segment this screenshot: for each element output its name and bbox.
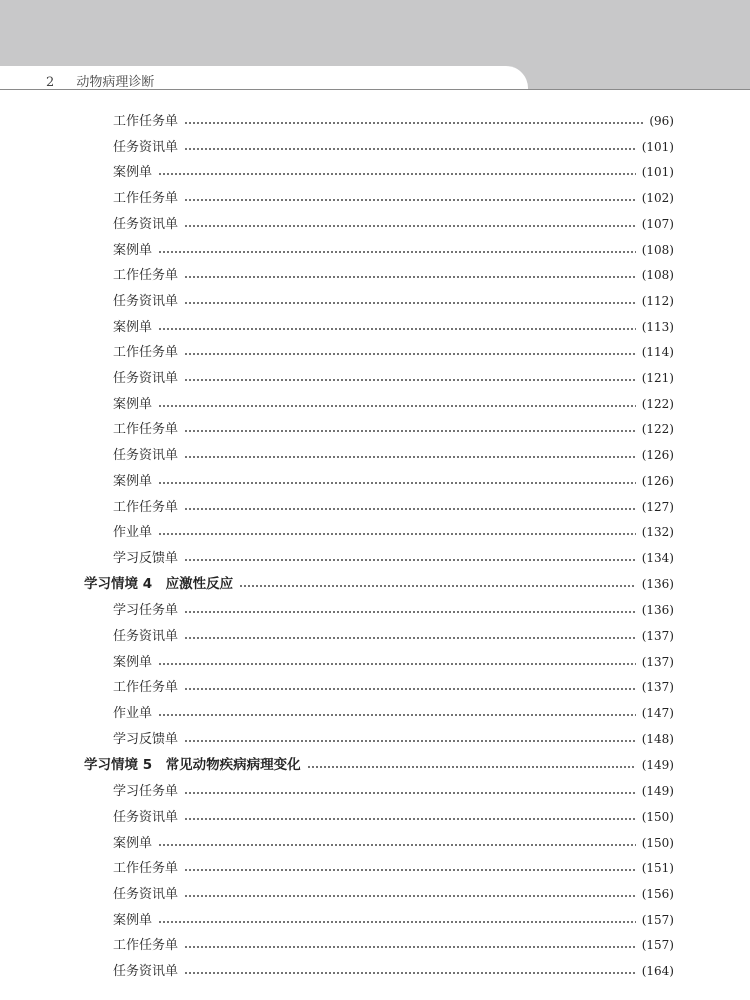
- page-number: 2: [46, 75, 55, 90]
- toc-page-number: (136): [641, 577, 674, 592]
- toc-entry-row[interactable]: [113, 185, 674, 211]
- toc-entry-row[interactable]: [113, 288, 674, 314]
- toc-page-number: (157): [641, 938, 674, 953]
- dot-leader: [158, 482, 636, 484]
- toc-page-number: (126): [641, 448, 674, 463]
- dot-leader: [184, 792, 636, 794]
- toc-entry-row[interactable]: [113, 881, 674, 907]
- toc-entry-row[interactable]: [113, 442, 674, 468]
- toc-entry-row[interactable]: [113, 855, 674, 881]
- dot-leader: [184, 353, 636, 355]
- running-header: [46, 71, 154, 90]
- book-title: 动物病理诊断: [76, 75, 155, 90]
- toc-entry-label: 案例单: [113, 319, 153, 335]
- toc-entry-label: 任务资讯单: [113, 293, 179, 309]
- dot-leader: [158, 328, 636, 330]
- toc-page-number: (134): [641, 550, 674, 565]
- toc-page-number: (96): [649, 114, 674, 128]
- toc-chapter-row[interactable]: [84, 752, 674, 778]
- toc-entry-label: 作业单: [113, 706, 153, 722]
- toc-entry-label: 工作任务单: [113, 422, 179, 438]
- toc-entry-label: 任务资讯单: [113, 216, 179, 232]
- toc-entry-label: 学习反馈单: [113, 550, 179, 566]
- toc-page-number: (107): [641, 216, 674, 231]
- toc-entry-label: 任务资讯单: [113, 448, 179, 464]
- toc-page-number: (137): [641, 680, 674, 695]
- dot-leader: [158, 173, 636, 175]
- toc-entry-label: 工作任务单: [113, 861, 179, 877]
- toc-page-number: (121): [641, 371, 674, 385]
- dot-leader: [184, 430, 636, 432]
- toc-entry-label: 案例单: [113, 165, 153, 181]
- toc-page-number: (150): [641, 835, 674, 850]
- dot-leader: [184, 122, 643, 124]
- toc-entry-label: 工作任务单: [113, 680, 179, 696]
- toc-page-number: (122): [641, 396, 674, 411]
- toc-entry-label: 任务资讯单: [113, 139, 179, 155]
- dot-leader: [184, 740, 636, 742]
- toc-entry-label: 工作任务单: [113, 938, 179, 954]
- toc-page-number: (108): [641, 268, 674, 283]
- toc-page-number: (126): [641, 473, 674, 488]
- toc-page-number: (137): [641, 629, 674, 643]
- dot-leader: [184, 225, 636, 227]
- dot-leader: [184, 559, 636, 561]
- toc-page-number: (122): [641, 422, 674, 437]
- dot-leader: [184, 199, 636, 201]
- toc-entry-row[interactable]: [113, 830, 674, 856]
- toc-page-number: (149): [641, 784, 674, 799]
- dot-leader: [184, 946, 636, 948]
- toc-page-number: (113): [641, 319, 674, 334]
- toc-page-number: (156): [641, 887, 674, 901]
- toc-entry-row[interactable]: [113, 700, 674, 726]
- toc-entry-label: 任务资讯单: [113, 887, 179, 902]
- dot-leader: [184, 688, 636, 690]
- toc-entry-row[interactable]: [113, 545, 674, 571]
- toc-entry-label: 案例单: [113, 242, 153, 258]
- toc-entry-label: 工作任务单: [113, 268, 179, 284]
- toc-entry-row[interactable]: [113, 262, 674, 288]
- toc-entry-row[interactable]: [113, 649, 674, 675]
- toc-entry-label: 学习情境 4 应激性反应: [84, 576, 234, 593]
- toc-entry-label: 工作任务单: [113, 345, 179, 361]
- toc-entry-label: 案例单: [113, 912, 153, 928]
- toc-entry-row[interactable]: [113, 958, 674, 984]
- toc-entry-row[interactable]: [113, 134, 674, 160]
- toc-entry-row[interactable]: [113, 108, 674, 134]
- toc-entry-label: 学习任务单: [113, 603, 179, 619]
- toc-page-number: (148): [641, 731, 674, 746]
- toc-entry-label: 任务资讯单: [113, 809, 179, 825]
- toc-page-number: (101): [641, 139, 674, 154]
- toc-page-number: (164): [641, 964, 674, 979]
- dot-leader: [184, 302, 636, 304]
- dot-leader: [184, 508, 636, 510]
- toc-entry-label: 任务资讯单: [113, 371, 179, 386]
- dot-leader: [184, 379, 636, 381]
- toc-entry-row[interactable]: [113, 623, 674, 649]
- toc-page-number: (127): [641, 499, 674, 514]
- toc-entry-label: 学习反馈单: [113, 731, 179, 747]
- dot-leader: [158, 405, 636, 407]
- dot-leader: [184, 456, 636, 458]
- toc-page-number: (147): [641, 706, 674, 721]
- toc-entry-label: 任务资讯单: [113, 629, 179, 644]
- toc-page-number: (157): [641, 912, 674, 927]
- toc-entry-row[interactable]: [113, 804, 674, 830]
- dot-leader: [158, 714, 636, 716]
- toc-page-number: (150): [641, 809, 674, 824]
- toc-entry-row[interactable]: [113, 159, 674, 185]
- dot-leader: [239, 585, 636, 587]
- toc-entry-row[interactable]: [113, 211, 674, 237]
- toc-page-number: (151): [641, 861, 674, 876]
- toc-entry-row[interactable]: [113, 907, 674, 933]
- dot-leader: [158, 251, 636, 253]
- toc-entry-label: 学习情境 5 常见动物疾病病理变化: [84, 757, 301, 773]
- toc-entry-row[interactable]: [113, 726, 674, 752]
- dot-leader: [158, 663, 636, 665]
- toc-entry-row[interactable]: [113, 468, 674, 494]
- toc-page-number: (102): [641, 191, 674, 206]
- dot-leader: [158, 844, 636, 846]
- toc-entry-row[interactable]: [113, 391, 674, 417]
- toc-entry-row[interactable]: [113, 416, 674, 442]
- toc-page-number: (112): [641, 293, 674, 308]
- toc-entry-row[interactable]: [113, 597, 674, 623]
- toc-entry-row[interactable]: [113, 365, 674, 391]
- toc-entry-label: 学习任务单: [113, 784, 179, 800]
- toc-entry-row[interactable]: [113, 237, 674, 263]
- dot-leader: [184, 276, 636, 278]
- toc-page-number: (108): [641, 242, 674, 257]
- dot-leader: [307, 766, 636, 768]
- toc-entry-row[interactable]: [113, 339, 674, 365]
- dot-leader: [158, 921, 636, 923]
- toc-entry-row[interactable]: [113, 778, 674, 804]
- dot-leader: [184, 972, 636, 974]
- toc-entry-label: 作业单: [113, 525, 153, 541]
- dot-leader: [184, 148, 636, 150]
- toc-entry-label: 工作任务单: [113, 191, 179, 207]
- dot-leader: [184, 869, 636, 871]
- toc-page-number: (114): [641, 345, 674, 360]
- toc-entry-label: 任务资讯单: [113, 964, 179, 980]
- toc-entry-label: 工作任务单: [113, 114, 179, 129]
- dot-leader: [184, 611, 636, 613]
- toc-page-number: (101): [641, 165, 674, 180]
- toc-entry-row[interactable]: [113, 932, 674, 958]
- toc-entry-row[interactable]: [113, 519, 674, 545]
- toc-entry-label: 案例单: [113, 835, 153, 851]
- dot-leader: [184, 895, 636, 897]
- toc-entry-label: 工作任务单: [113, 499, 179, 515]
- toc-page-number: (137): [641, 654, 674, 669]
- toc-entry-row[interactable]: [113, 314, 674, 340]
- toc-page-number: (132): [641, 525, 674, 540]
- toc-chapter-row[interactable]: [84, 571, 674, 597]
- dot-leader: [184, 637, 636, 639]
- toc-page-number: (149): [641, 758, 674, 772]
- dot-leader: [158, 533, 636, 535]
- toc-entry-label: 案例单: [113, 473, 153, 489]
- toc-entry-row[interactable]: [113, 494, 674, 520]
- toc-entry-label: 案例单: [113, 654, 153, 670]
- toc-entry-label: 案例单: [113, 396, 153, 412]
- toc-page-number: (136): [641, 603, 674, 618]
- dot-leader: [184, 818, 636, 820]
- toc-entry-row[interactable]: [113, 674, 674, 700]
